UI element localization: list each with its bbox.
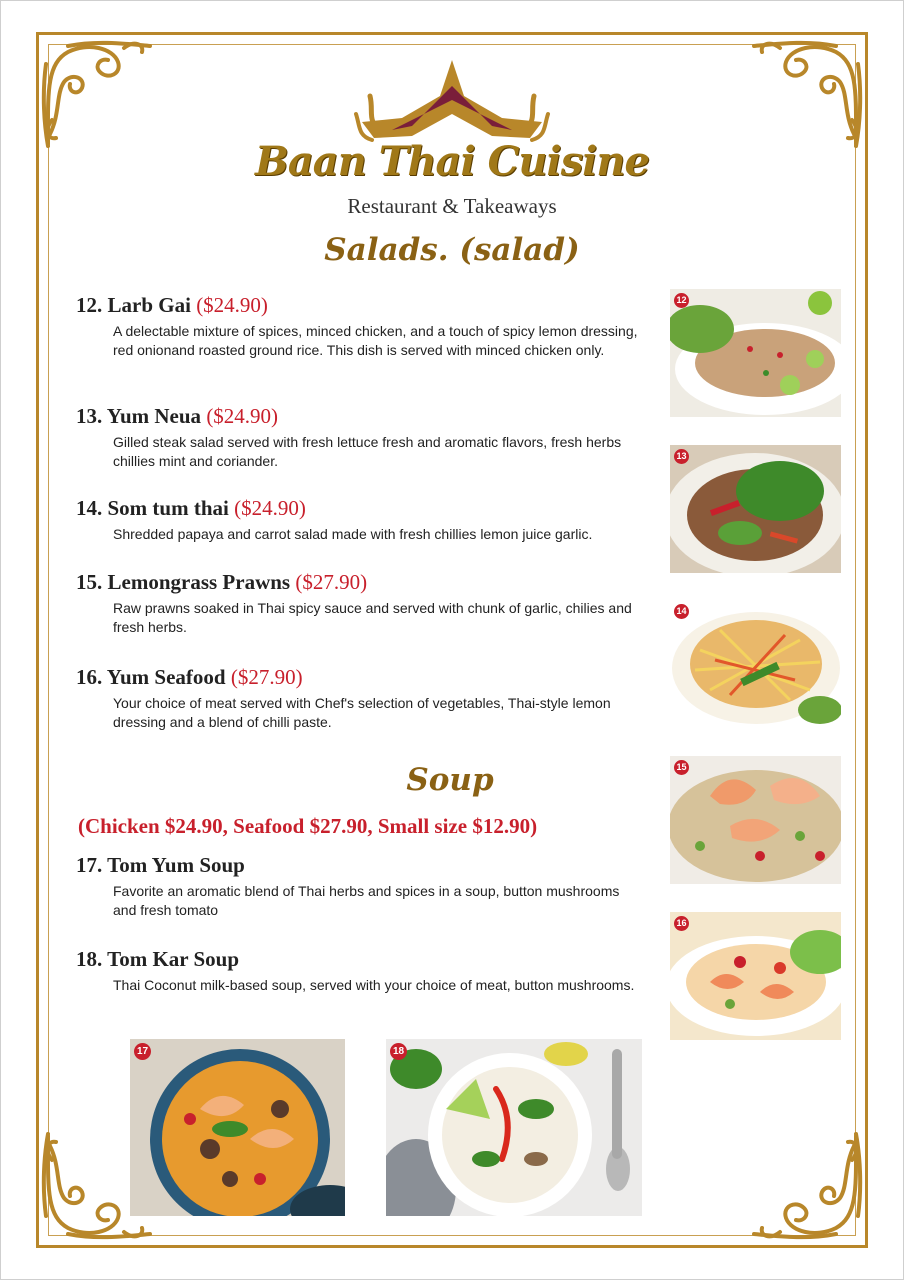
menu-item-12 bbox=[76, 292, 656, 360]
item-name: Yum Neua bbox=[106, 404, 202, 428]
thai-roof-logo-icon bbox=[352, 56, 552, 148]
item-number: 15. bbox=[76, 570, 103, 594]
item-price: ($24.90) bbox=[234, 496, 306, 520]
soup-section-title: Soup bbox=[406, 762, 494, 798]
corner-ornament-icon bbox=[38, 34, 158, 154]
menu-item-16 bbox=[76, 664, 656, 732]
item-price: ($27.90) bbox=[230, 665, 303, 689]
photo-tom-yum-soup bbox=[130, 1039, 345, 1216]
item-description: Favorite an aromatic blend of Thai herbs and spices in a soup, button mushrooms and fresh tomato bbox=[113, 883, 620, 918]
menu-item-18 bbox=[76, 946, 656, 995]
item-title bbox=[76, 403, 656, 429]
photo-yum-neua bbox=[670, 445, 841, 573]
brand-tagline: Restaurant & Takeaways bbox=[347, 194, 557, 218]
item-number: 18. bbox=[76, 947, 103, 971]
item-description: Your choice of meat served with Chef's selection of vegetables, Thai-style lemon dressing and a blend of chilli paste. bbox=[113, 695, 611, 730]
brand-name: Baan Thai Cuisine bbox=[255, 138, 649, 185]
item-title bbox=[76, 292, 656, 318]
salads-section-title: Salads. (salad) bbox=[324, 232, 580, 268]
item-number: 13. bbox=[76, 404, 103, 428]
item-title bbox=[76, 946, 656, 972]
photo-tom-kar-soup bbox=[386, 1039, 642, 1216]
item-badge: 17 bbox=[134, 1043, 151, 1060]
item-name: Tom Kar Soup bbox=[107, 947, 240, 971]
photo-larb-gai bbox=[670, 289, 841, 417]
item-price: ($27.90) bbox=[295, 570, 368, 594]
item-price: ($24.90) bbox=[196, 293, 268, 317]
item-description: Shredded papaya and carrot salad made with fresh chillies lemon juice garlic. bbox=[113, 526, 593, 542]
item-name: Yum Seafood bbox=[106, 665, 226, 689]
item-title bbox=[76, 569, 656, 595]
menu-item-14 bbox=[76, 495, 656, 544]
item-description: Gilled steak salad served with fresh lettuce fresh and aromatic flavors, fresh herbs chillies mint and coriander. bbox=[113, 434, 622, 469]
item-number: 12. bbox=[76, 293, 103, 317]
item-description: Thai Coconut milk-based soup, served with your choice of meat, button mushrooms. bbox=[113, 977, 635, 993]
item-name: Larb Gai bbox=[107, 293, 191, 317]
menu-item-13 bbox=[76, 403, 656, 471]
photo-som-tum-thai bbox=[670, 600, 841, 728]
photo-lemongrass-prawns bbox=[670, 756, 841, 884]
item-badge: 14 bbox=[674, 604, 689, 619]
item-description: A delectable mixture of spices, minced chicken, and a touch of spicy lemon dressing, red onionand roasted ground rice. This dish is served with minced chicken only. bbox=[113, 323, 638, 358]
item-name: Tom Yum Soup bbox=[107, 853, 245, 877]
menu-item-15 bbox=[76, 569, 656, 637]
item-title bbox=[76, 852, 656, 878]
item-number: 14. bbox=[76, 496, 103, 520]
item-name: Lemongrass Prawns bbox=[107, 570, 291, 594]
item-title bbox=[76, 664, 656, 690]
photo-yum-seafood bbox=[670, 912, 841, 1040]
item-number: 16. bbox=[76, 665, 103, 689]
corner-ornament-icon bbox=[746, 1126, 866, 1246]
item-description: Raw prawns soaked in Thai spicy sauce and served with chunk of garlic, chilies and fresh herbs. bbox=[113, 600, 632, 635]
item-badge: 18 bbox=[390, 1043, 407, 1060]
item-badge: 16 bbox=[674, 916, 689, 931]
corner-ornament-icon bbox=[746, 34, 866, 154]
item-badge: 15 bbox=[674, 760, 689, 775]
item-price: ($24.90) bbox=[206, 404, 279, 428]
item-number: 17. bbox=[76, 853, 103, 877]
item-title bbox=[76, 495, 656, 521]
menu-item-17 bbox=[76, 852, 656, 920]
item-name: Som tum thai bbox=[107, 496, 229, 520]
soup-prices: (Chicken $24.90, Seafood $27.90, Small size $12.90) bbox=[78, 814, 538, 838]
item-badge: 12 bbox=[674, 293, 689, 308]
item-badge: 13 bbox=[674, 449, 689, 464]
